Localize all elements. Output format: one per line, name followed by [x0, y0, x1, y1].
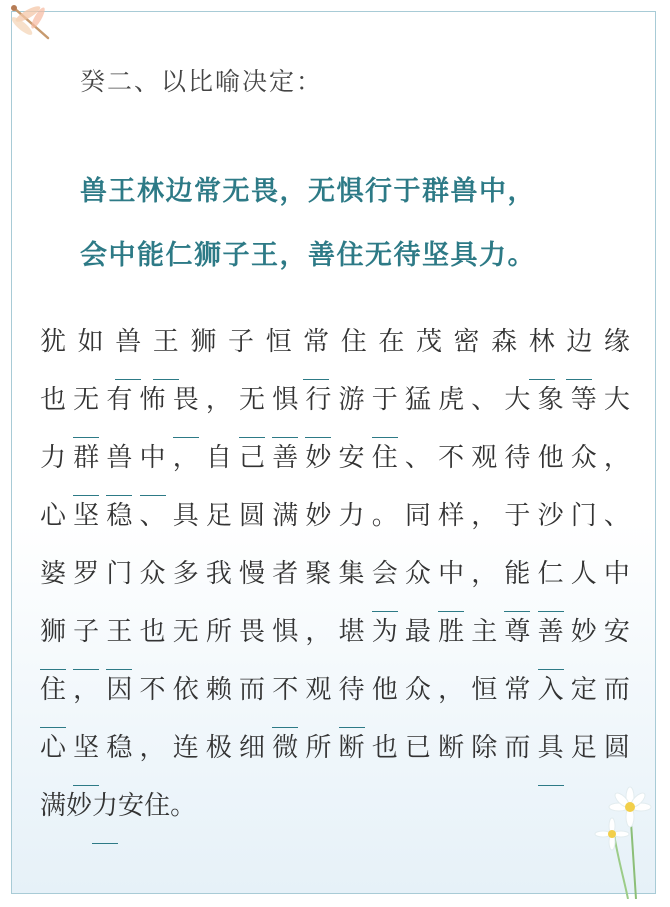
char: 因 [106, 675, 133, 705]
char: 坚 [73, 501, 100, 531]
char: 依 [172, 675, 199, 705]
char: 善 [272, 443, 299, 473]
char: 他 [371, 675, 398, 705]
char: 心 [40, 501, 67, 531]
char: 断 [438, 733, 465, 763]
char: 而 [504, 733, 531, 763]
underlined-char: 具 [538, 728, 564, 786]
char: 犹 [40, 327, 67, 357]
char: 圆 [603, 733, 630, 763]
char: 者 [272, 559, 299, 589]
char: 满 [272, 501, 299, 531]
char: ， [205, 385, 232, 415]
char: 婆 [40, 559, 67, 589]
char: 。 [371, 501, 398, 531]
char: 所 [205, 617, 232, 647]
char: 罗 [73, 559, 100, 589]
char: ， [305, 617, 332, 647]
char: 主 [471, 617, 498, 647]
char: 而 [239, 675, 266, 705]
char: 也 [139, 617, 166, 647]
char: 力 [338, 501, 365, 531]
char: 惧 [272, 617, 299, 647]
daisy-flowers-icon [592, 779, 662, 899]
char: ， [438, 675, 465, 705]
char: 、 [404, 443, 431, 473]
char: 、 [139, 501, 166, 531]
underlined-char: 于 [372, 380, 398, 438]
char: 而 [603, 675, 630, 705]
paragraph-line [40, 322, 630, 380]
char: 怖 [139, 385, 166, 415]
underlined-char: 住 [40, 670, 66, 728]
char: ， [603, 443, 630, 473]
paragraph-line [40, 438, 630, 496]
underlined-char: 中 [438, 554, 464, 612]
char: 人 [570, 559, 597, 589]
paragraph-line [40, 728, 630, 786]
char: 赖 [205, 675, 232, 705]
char: 已 [404, 733, 431, 763]
char: 、 [603, 501, 630, 531]
section-heading: 癸二、以比喻决定： [80, 67, 324, 96]
char: 堪 [338, 617, 365, 647]
char: 子 [227, 327, 254, 357]
char: 也 [371, 733, 398, 763]
paragraph-line [40, 496, 630, 554]
char: 最 [404, 617, 431, 647]
char: 聚 [305, 559, 332, 589]
underlined-char: 坚 [73, 728, 99, 786]
char: 游 [338, 385, 365, 415]
char: 畏 [239, 617, 266, 647]
char: 自 [205, 443, 232, 473]
char: ， [471, 501, 498, 531]
verse-line: 会中能仁狮子王，善住无待坚具力。 [80, 240, 536, 271]
char: 极 [205, 733, 232, 763]
char: 于 [504, 501, 531, 531]
char: 等 [570, 385, 597, 415]
char: 圆 [239, 501, 266, 531]
char: 安 [338, 443, 365, 473]
char: 稳 [106, 733, 133, 763]
underlined-char: 善 [538, 612, 564, 670]
char: 茂 [415, 327, 442, 357]
underlined-char: 兽 [106, 438, 132, 496]
char: 众 [404, 675, 431, 705]
char: 胜 [438, 617, 465, 647]
underlined-char: 畏 [173, 380, 199, 438]
verse-block [80, 160, 536, 288]
char: 所 [305, 733, 332, 763]
char: 狮 [190, 327, 217, 357]
underlined-char: 王 [153, 322, 179, 380]
char: 除 [471, 733, 498, 763]
char: 尊 [504, 617, 531, 647]
underlined-char: 狮 [40, 612, 66, 670]
char: 同 [404, 501, 431, 531]
char: 缘 [603, 327, 630, 357]
underlined-char: 能 [504, 554, 530, 612]
char: 足 [570, 733, 597, 763]
char: 力 [40, 443, 67, 473]
underlined-char: 中 [140, 438, 166, 496]
paragraph-line [40, 786, 630, 844]
underlined-char: 无 [73, 380, 99, 438]
underlined-char: 行 [305, 380, 331, 438]
char: 中 [603, 559, 630, 589]
underlined-char: 惧 [272, 380, 298, 438]
char: 安 [118, 791, 145, 821]
underlined-char: 林 [529, 322, 555, 380]
char: 他 [537, 443, 564, 473]
char: 众 [139, 559, 166, 589]
char: 如 [77, 327, 104, 357]
underlined-char: 会 [372, 554, 398, 612]
char: 心 [40, 733, 67, 763]
char: 足 [205, 501, 232, 531]
char: 为 [371, 617, 398, 647]
char: 大 [504, 385, 531, 415]
char: 具 [172, 501, 199, 531]
char: 密 [453, 327, 480, 357]
commentary-paragraph [40, 322, 630, 844]
char: 众 [570, 443, 597, 473]
paragraph-line [40, 380, 630, 438]
char: 断 [338, 733, 365, 763]
char: 众 [404, 559, 431, 589]
char: 、 [471, 385, 498, 415]
char: ， [471, 559, 498, 589]
char: 森 [491, 327, 518, 357]
char: 虎 [438, 385, 465, 415]
char: 己 [239, 443, 266, 473]
char: 住 [371, 443, 398, 473]
underlined-char: 常 [303, 322, 329, 380]
char: 妙 [66, 791, 93, 821]
char: 门 [570, 501, 597, 531]
char: 观 [305, 675, 332, 705]
char: 住 [144, 791, 171, 821]
char: 妙 [570, 617, 597, 647]
char: 连 [172, 733, 199, 763]
char: 象 [537, 385, 564, 415]
underlined-char: 群 [73, 438, 99, 496]
underlined-char: 不 [272, 670, 298, 728]
underlined-char: 兽 [115, 322, 141, 380]
underlined-char: 边 [566, 322, 592, 380]
char: 满 [40, 791, 67, 821]
char: 细 [239, 733, 266, 763]
char: 门 [106, 559, 133, 589]
paragraph-line [40, 670, 630, 728]
dragonfly-icon [8, 4, 60, 44]
underlined-char: 无 [239, 380, 265, 438]
char: ， [139, 733, 166, 763]
underlined-char: 王 [106, 612, 132, 670]
char: 不 [438, 443, 465, 473]
char: 稳 [106, 501, 133, 531]
char: 住 [340, 327, 367, 357]
char: 多 [172, 559, 199, 589]
paragraph-line [40, 554, 630, 612]
verse-line: 兽王林边常无畏，无惧行于群兽中， [80, 176, 536, 207]
paragraph-line [40, 612, 630, 670]
char: 待 [504, 443, 531, 473]
char: 不 [139, 675, 166, 705]
char: 入 [537, 675, 564, 705]
char: 妙 [305, 443, 332, 473]
char: 有 [106, 385, 133, 415]
char: ， [172, 443, 199, 473]
char: 安 [603, 617, 630, 647]
char: 我 [205, 559, 232, 589]
char: 慢 [239, 559, 266, 589]
char: 也 [40, 385, 67, 415]
char: 猛 [404, 385, 431, 415]
char: 定 [570, 675, 597, 705]
char: 。 [170, 791, 197, 821]
char: 集 [338, 559, 365, 589]
char: 微 [272, 733, 299, 763]
char: 在 [378, 327, 405, 357]
char: 恒 [471, 675, 498, 705]
underlined-char: 待 [339, 670, 365, 728]
underlined-char: 仁 [538, 554, 564, 612]
char: 大 [603, 385, 630, 415]
char: ， [73, 675, 100, 705]
char: 无 [172, 617, 199, 647]
underlined-char: 力 [92, 786, 118, 844]
char: 观 [471, 443, 498, 473]
char: 妙 [305, 501, 332, 531]
underlined-char: 子 [73, 612, 99, 670]
char: 沙 [537, 501, 564, 531]
char: 常 [504, 675, 531, 705]
char: 恒 [265, 327, 292, 357]
char: 样 [438, 501, 465, 531]
